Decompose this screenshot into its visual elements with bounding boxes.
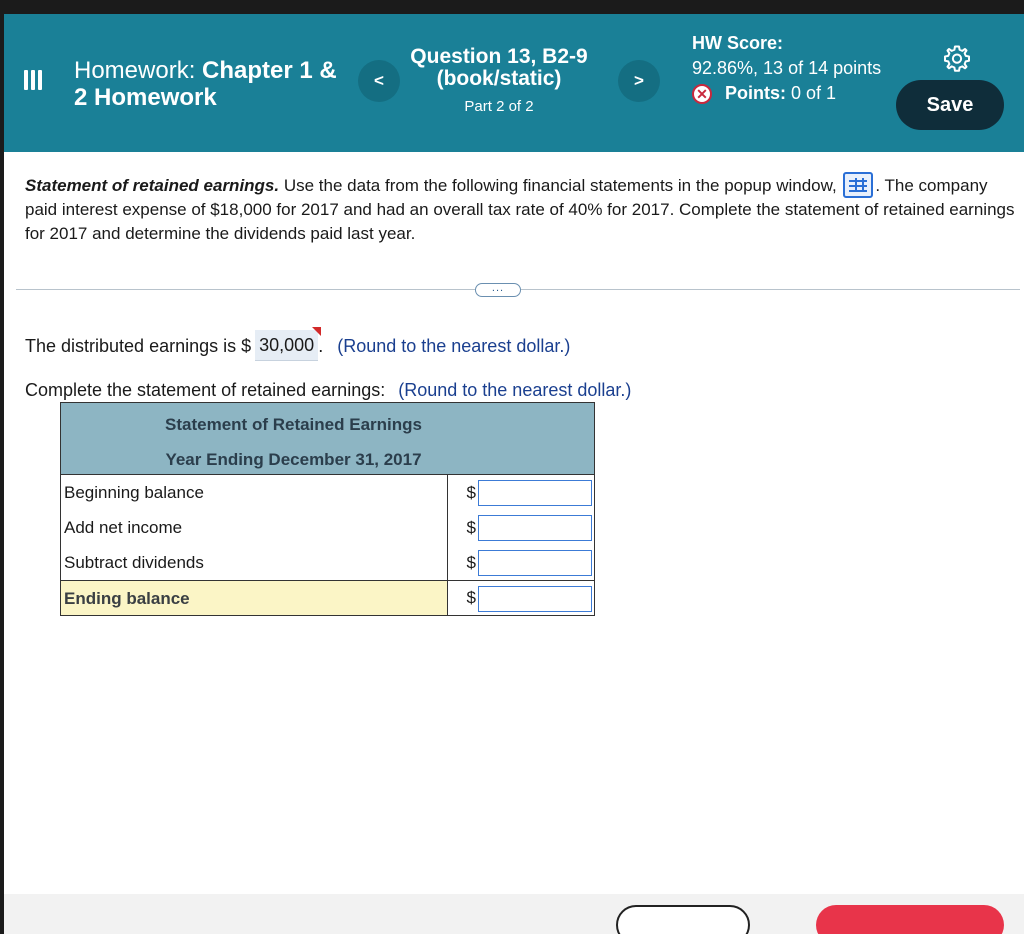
data-table-icon[interactable]	[843, 172, 873, 198]
row-label: Ending balance	[61, 581, 448, 615]
dollar-sign: $	[466, 517, 476, 537]
retained-earnings-table	[60, 402, 595, 616]
hw-score-label: HW Score:	[692, 33, 784, 53]
table-header	[61, 403, 594, 475]
row-label: Beginning balance	[61, 475, 448, 510]
previous-question-button[interactable]: <	[358, 60, 400, 102]
question-prompt	[25, 172, 1015, 246]
table-row-dividends	[61, 545, 594, 580]
statement-instruction-text: Complete the statement of retained earnings:	[25, 380, 386, 400]
statement-rounding-hint: (Round to the nearest dollar.)	[398, 380, 632, 400]
prompt-text-before: Use the data from the following financial statements in the popup window,	[279, 176, 842, 195]
table-subtitle: Year Ending December 31, 2017	[165, 450, 422, 469]
prompt-text-after: . The company paid interest expense of $18,000 for 2017 and had an overall tax rate of 40% for 2017. Complete the statement of retained earnings for 2017 and determine the dividends paid last year.	[25, 176, 1015, 243]
prompt-heading: Statement of retained earnings.	[25, 176, 280, 195]
dollar-sign: $	[466, 552, 476, 572]
statement-instruction	[25, 378, 631, 402]
dividends-input[interactable]	[478, 550, 592, 576]
menu-icon[interactable]	[24, 70, 42, 90]
page	[4, 14, 1024, 934]
distributed-earnings-text: The distributed earnings is $	[25, 335, 252, 356]
points-value: 0 of 1	[791, 83, 837, 103]
assignment-title	[74, 57, 349, 111]
table-title: Statement of Retained Earnings	[165, 415, 422, 434]
expand-more-button[interactable]: ...	[475, 283, 521, 297]
dollar-sign: $	[466, 482, 476, 502]
incorrect-icon: ✕	[692, 84, 712, 104]
distributed-earnings-suffix: .	[318, 335, 324, 356]
table-row-ending-balance	[61, 580, 594, 615]
question-part: Part 2 of 2	[464, 98, 534, 115]
row-label: Add net income	[61, 510, 448, 545]
next-question-button[interactable]: >	[618, 60, 660, 102]
ending-balance-input[interactable]	[478, 586, 592, 612]
beginning-balance-input[interactable]	[478, 480, 592, 506]
dollar-sign: $	[466, 588, 476, 607]
net-income-input[interactable]	[478, 515, 592, 541]
table-row-net-income	[61, 510, 594, 545]
points-label: Points:	[725, 83, 786, 103]
distributed-earnings-value[interactable]	[255, 330, 318, 361]
question-info	[404, 46, 594, 115]
check-answer-button[interactable]	[816, 905, 1004, 934]
assignment-name: Chapter 1 & 2 Homework	[74, 57, 337, 111]
rounding-hint: (Round to the nearest dollar.)	[337, 335, 571, 356]
distributed-earnings-answer	[25, 330, 570, 361]
save-button[interactable]: Save	[896, 80, 1004, 130]
secondary-action-button[interactable]	[616, 905, 750, 934]
score-panel	[692, 31, 892, 106]
points-row	[692, 81, 892, 106]
gear-icon[interactable]	[942, 44, 972, 74]
incorrect-flag-icon	[312, 327, 321, 336]
header-bar	[4, 14, 1024, 152]
row-label: Subtract dividends	[61, 545, 448, 580]
question-title: Question 13, B2-9 (book/static)	[410, 45, 588, 90]
distributed-earnings-value-text: 30,000	[259, 335, 315, 355]
assignment-prefix: Homework:	[74, 57, 203, 84]
hw-score-value: 92.86%, 13 of 14 points	[692, 58, 882, 78]
table-row-beginning-balance	[61, 475, 594, 510]
